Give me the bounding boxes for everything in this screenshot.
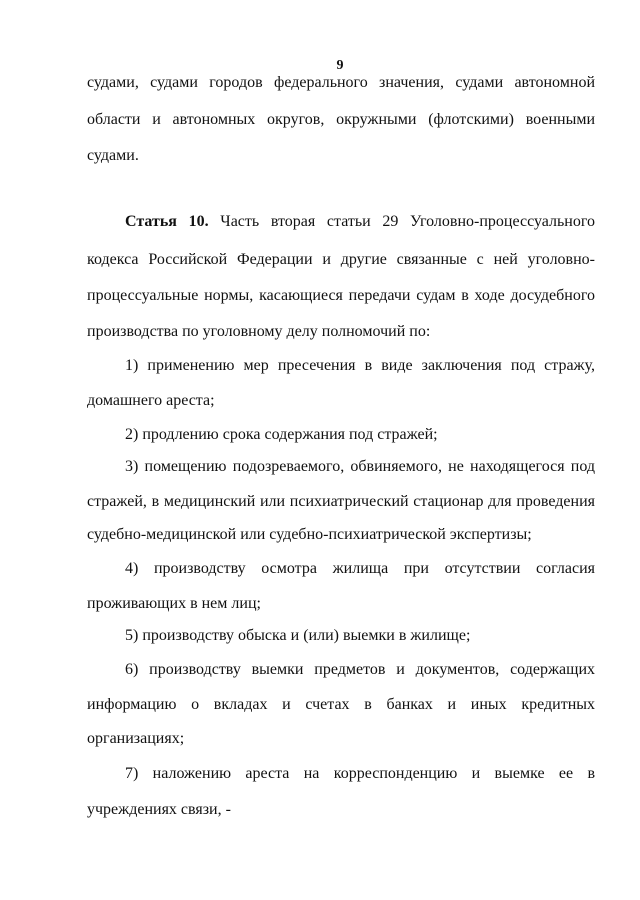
- text-line: области и автономных округов, окружными (флотскими) военными: [87, 111, 595, 128]
- list-item-line: 1) применению мер пресечения в виде заключения под стражу,: [125, 357, 595, 374]
- list-item-line: 7) наложению ареста на корреспонденцию и выемке ее в: [125, 765, 595, 782]
- list-item-line: информацию о вкладах и счетах в банках и иных кредитных: [87, 696, 595, 713]
- list-item-line: домашнего ареста;: [87, 392, 215, 409]
- list-item-line: судебно-медицинской или судебно-психиатрической экспертизы;: [87, 526, 532, 543]
- list-item-line: организациях;: [87, 730, 185, 747]
- list-item-line: стражей, в медицинский или психиатрический стационар для проведения: [87, 493, 595, 510]
- list-item-line: 2) продлению срока содержания под стражей;: [125, 426, 438, 443]
- list-item-line: 6) производству выемки предметов и документов, содержащих: [125, 661, 595, 678]
- list-item-line: 3) помещению подозреваемого, обвиняемого, не находящегося под: [125, 458, 595, 475]
- list-item-line: 4) производству осмотра жилища при отсутствии согласия: [125, 560, 595, 577]
- text-line: судами, судами городов федерального значения, судами автономной: [87, 74, 595, 91]
- text-line: кодекса Российской Федерации и другие связанные с ней уголовно-: [87, 251, 595, 268]
- article-heading-line: [125, 212, 595, 232]
- page-number: 9: [336, 58, 344, 73]
- article-heading-rest: Часть вторая статьи 29 Уголовно-процессуального: [220, 213, 596, 230]
- text-line: судами.: [87, 147, 139, 164]
- text-line: процессуальные нормы, касающиеся передачи судам в ходе досудебного: [87, 287, 595, 304]
- text-line: производства по уголовному делу полномочий по:: [87, 323, 431, 340]
- article-heading: Статья 10.: [125, 213, 209, 230]
- list-item-line: учреждениях связи, -: [87, 801, 231, 818]
- list-item-line: проживающих в нем лиц;: [87, 595, 261, 612]
- list-item-line: 5) производству обыска и (или) выемки в жилище;: [125, 627, 471, 644]
